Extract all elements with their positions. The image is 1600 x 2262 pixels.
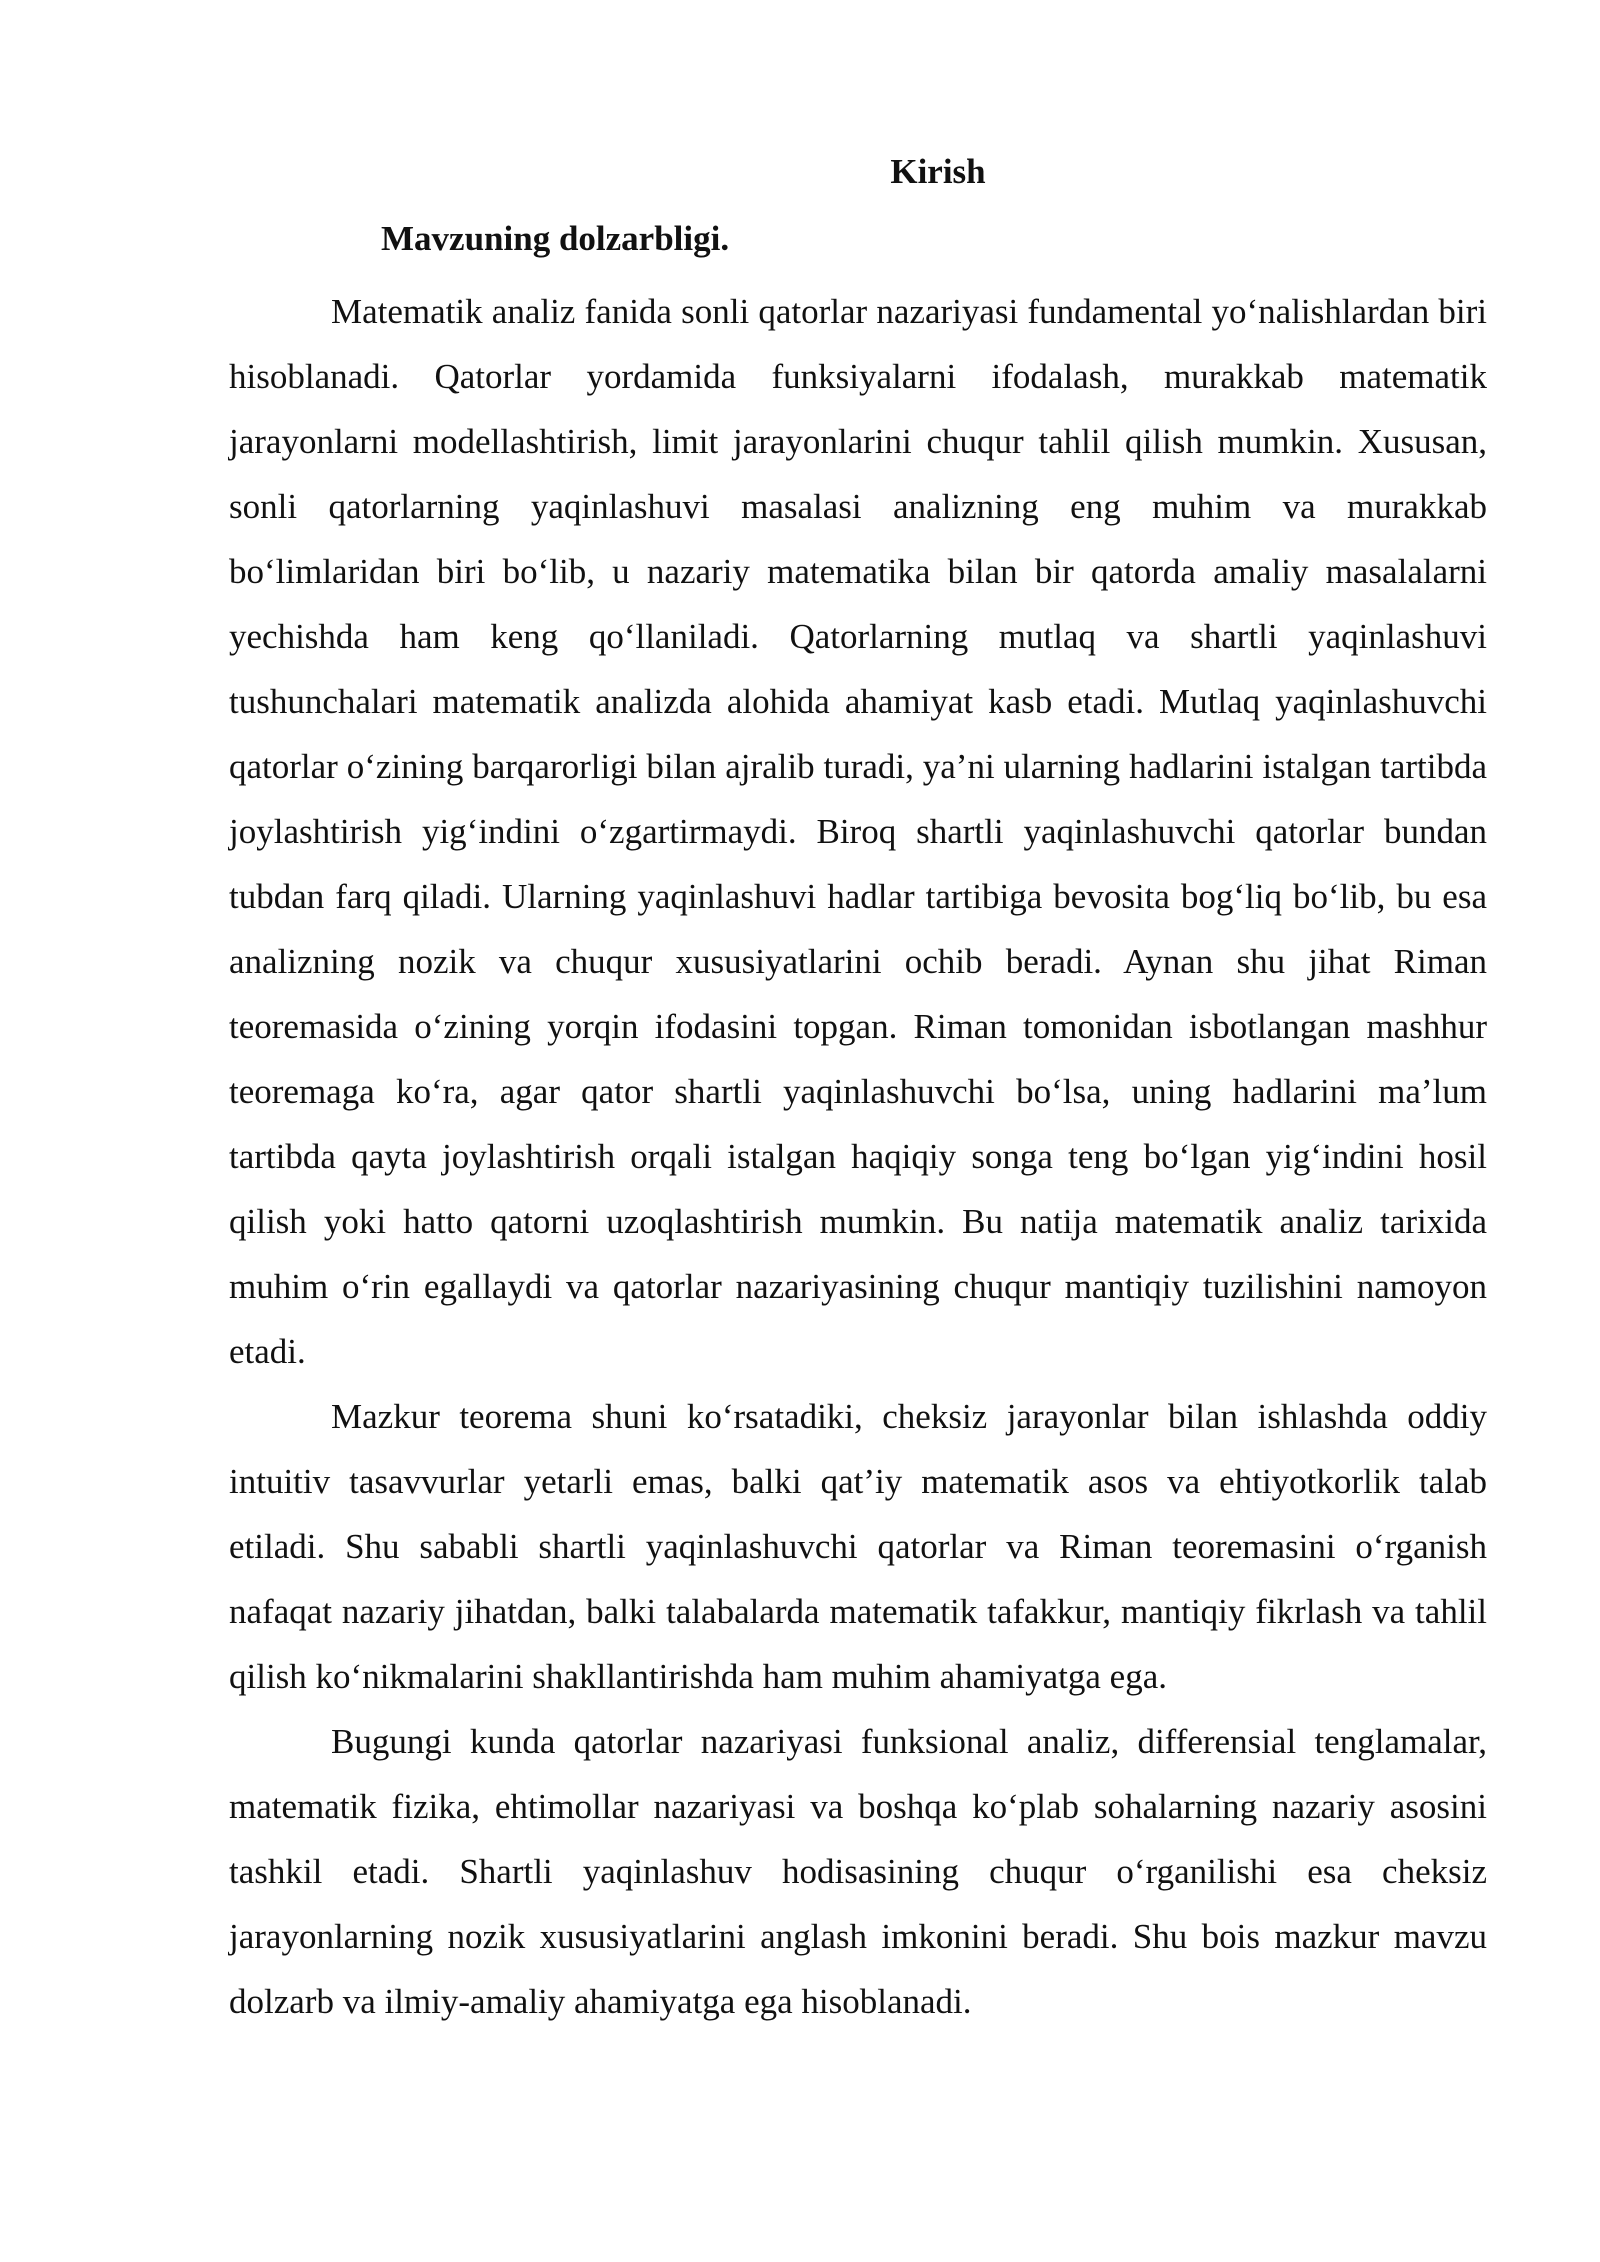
section-heading: Mavzuning dolzarbligi. [381, 219, 730, 258]
paragraph-1: Matematik analiz fanida sonli qatorlar nazariyasi fundamental yoʻnalishlardan biri hisoblanadi. Qatorlar yordamida funksiyalarni ifodalash, murakkab matematik jarayonlarni modellashtirish, limit jarayonlarini chuqur tahlil qilish mumkin. Xususan, sonli qatorlarning yaqinlashuvi masalasi analizning eng muhim va murakkab boʻlimlaridan biri boʻlib, u nazariy matematika bilan bir qatorda amaliy masalalarni yechishda ham keng qoʻllaniladi. Qatorlarning mutlaq va shartli yaqinlashuvi tushunchalari matematik analizda alohida ahamiyat kasb etadi. Mutlaq yaqinlashuvchi qatorlar oʻzining barqarorligi bilan ajralib turadi, ya’ni ularning hadlarini istalgan tartibda joylashtirish yigʻindini oʻzgartirmaydi. Biroq shartli yaqinlashuvchi qatorlar bundan tubdan farq qiladi. Ularning yaqinlashuvi hadlar tartibiga bevosita bogʻliq boʻlib, bu esa analizning nozik va chuqur xususiyatlarini ochib beradi. Aynan shu jihat Riman teoremasida oʻzining yorqin ifodasini topgan. Riman tomonidan isbotlangan mashhur teoremaga koʻra, agar qator shartli yaqinlashuvchi boʻlsa, uning hadlarini ma’lum tartibda qayta joylashtirish orqali istalgan haqiqiy songa teng boʻlgan yigʻindini hosil qilish yoki hatto qatorni uzoqlashtirish mumkin. Bu natija matematik analiz tarixida muhim oʻrin egallaydi va qatorlar nazariyasining chuqur mantiqiy tuzilishini namoyon etadi. [229, 292, 1487, 1371]
paragraph-3: Bugungi kunda qatorlar nazariyasi funksional analiz, differensial tenglamalar, matematik fizika, ehtimollar nazariyasi va boshqa koʻplab sohalarning nazariy asosini tashkil etadi. Shartli yaqinlashuv hodisasining chuqur oʻrganilishi esa cheksiz jarayonlarning nozik xususiyatlarini anglash imkonini beradi. Shu bois mazkur mavzu dolzarb va ilmiy-amaliy ahamiyatga ega hisoblanadi. [229, 1722, 1487, 2021]
page-title: Kirish [890, 152, 986, 191]
paragraph-2: Mazkur teorema shuni koʻrsatadiki, cheksiz jarayonlar bilan ishlashda oddiy intuitiv tasavvurlar yetarli emas, balki qat’iy matematik asos va ehtiyotkorlik talab etiladi. Shu sababli shartli yaqinlashuvchi qatorlar va Riman teoremasini oʻrganish nafaqat nazariy jihatdan, balki talabalarda matematik tafakkur, mantiqiy fikrlash va tahlil qilish koʻnikmalarini shakllantirishda ham muhim ahamiyatga ega. [229, 1397, 1487, 1696]
document-body [229, 148, 1487, 2034]
